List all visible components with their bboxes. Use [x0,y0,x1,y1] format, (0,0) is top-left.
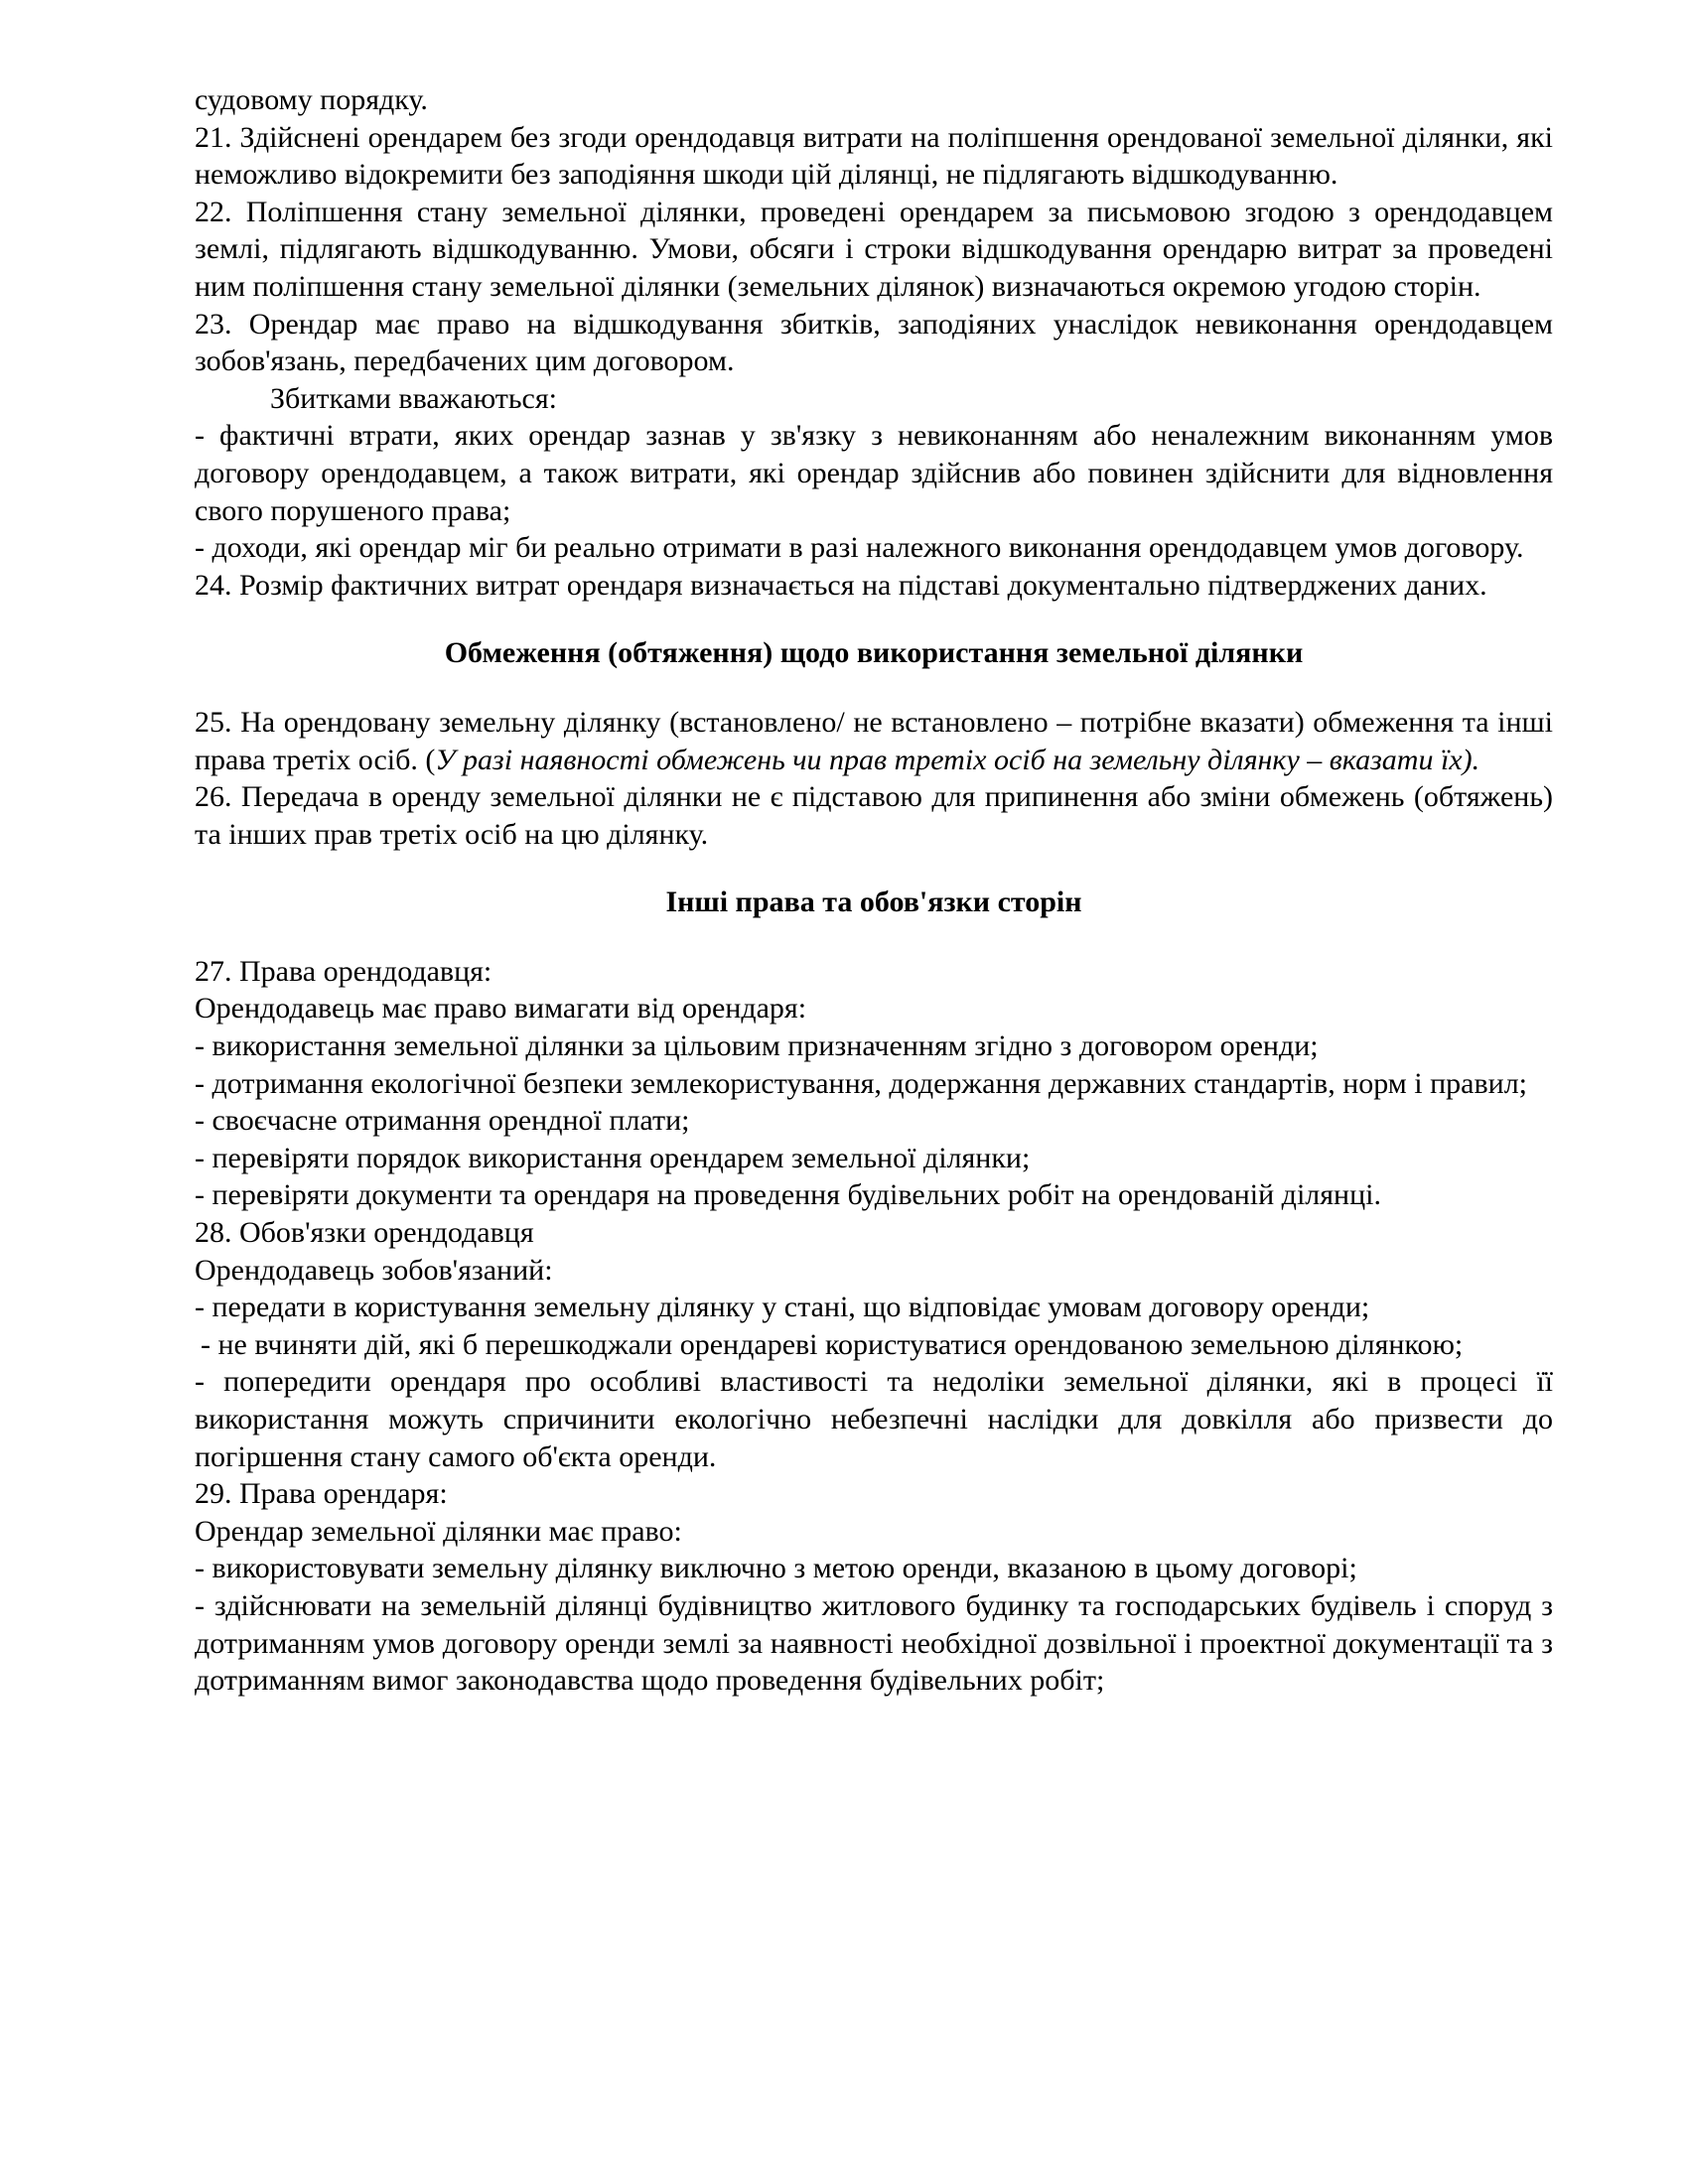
paragraph: Орендар земельної ділянки має право: [195,1514,682,1548]
paragraph: - фактичні втрати, яких орендар зазнав у зв'язку з невиконанням або неналежним виконанням умов договору орендодавцем, а також витрати, які орендар здійснив або повинен здійснити для відновлення свого порушеного права; [195,419,1553,527]
document-body [195,81,1553,1700]
paragraph: Орендодавець має право вимагати від орендаря: [195,992,807,1025]
paragraphs-rights-a [195,953,1553,1326]
paragraph: 22. Поліпшення стану земельної ділянки, проведені орендарем за письмовою згодою з орендодавцем землі, підлягають відшкодуванню. Умови, обсяги і строки відшкодування орендарю витрат за проведені ним поліпшення стану земельної ділянки (земельних ділянок) визначаються окремою угодою сторін. [195,195,1553,303]
paragraph: - дотримання екологічної безпеки землекористування, додержання державних стандартів, норм і правил; [195,1066,1528,1100]
paragraph: - перевіряти документи та орендаря на проведення будівельних робіт на орендованій ділянці. [195,1178,1381,1212]
paragraph: 29. Права орендаря: [195,1477,448,1511]
paragraph-25 [195,704,1553,778]
paragraph: - перевіряти порядок використання орендарем земельної ділянки; [195,1141,1031,1174]
paragraph-25-italic: У разі наявності обмежень чи прав третіх осіб на земельну ділянку – вказати їх). [435,743,1480,776]
paragraphs-losses [195,417,1553,604]
paragraph: 21. Здійснені орендарем без згоди орендодавця витрати на поліпшення орендованої земельної ділянки, які неможливо відокремити без заподіяння шкоди цій ділянці, не підлягають відшкодуванню. [195,120,1553,192]
paragraph: 28. Обов'язки орендодавця [195,1216,534,1250]
paragraph: - передати в користування земельну ділянку у стані, що відповідає умовам договору оренди; [195,1291,1370,1324]
section-heading-rights: Інші права та обов'язки сторін [665,886,1082,919]
paragraph: 24. Розмір фактичних витрат орендаря визначається на підставі документально підтверджених даних. [195,568,1487,602]
paragraph: - доходи, які орендар міг би реально отримати в разі належного виконання орендодавцем умов договору. [195,531,1524,565]
paragraph: - здійснювати на земельній ділянці будівництво житлового будинку та господарських будівель і споруд з дотриманням умов договору оренди землі за наявності необхідної дозвільної і проектної документації та з дотриманням вимог законодавства щодо проведення будівельних робіт; [195,1588,1553,1698]
paragraph-25-text: 25. На орендовану земельну ділянку (встановлено/ не встановлено – потрібне вказати) обмеження та інші права третіх осіб. ( [195,705,1553,776]
paragraph-28b: - не вчиняти дій, які б перешкоджали орендареві користуватися орендованою земельною ділянкою; [201,1327,1464,1361]
paragraph: Орендодавець зобов'язаний: [195,1253,553,1287]
losses-intro: Збитками вважаються: [270,381,557,415]
paragraph: - своєчасне отримання орендної плати; [195,1104,690,1138]
paragraphs-top [195,81,1553,380]
paragraphs-rights-b [195,1363,1553,1699]
paragraph: 27. Права орендодавця: [195,954,492,988]
paragraph: - використання земельної ділянки за цільовим призначенням згідно з договором оренди; [195,1029,1319,1063]
paragraph-26: 26. Передача в оренду земельної ділянки не є підставою для припинення або зміни обмежень (обтяжень) та інших прав третіх осіб на цю ділянку. [195,780,1553,851]
paragraph: - попередити орендаря про особливі властивості та недоліки земельної ділянки, які в процесі її використання можуть спричинити екологічно небезпечні наслідки для довкілля або призвести до погіршення стану самого об'єкта оренди. [195,1365,1553,1473]
paragraph: 23. Орендар має право на відшкодування збитків, заподіяних унаслідок невиконання орендодавцем зобов'язань, передбачених цим договором. [195,307,1553,378]
paragraph: судовому порядку. [195,83,428,116]
section-heading-restrictions: Обмеження (обтяження) щодо використання земельної ділянки [444,636,1304,670]
paragraph: - використовувати земельну ділянку виключно з метою оренди, вказаною в цьому договорі; [195,1552,1357,1585]
